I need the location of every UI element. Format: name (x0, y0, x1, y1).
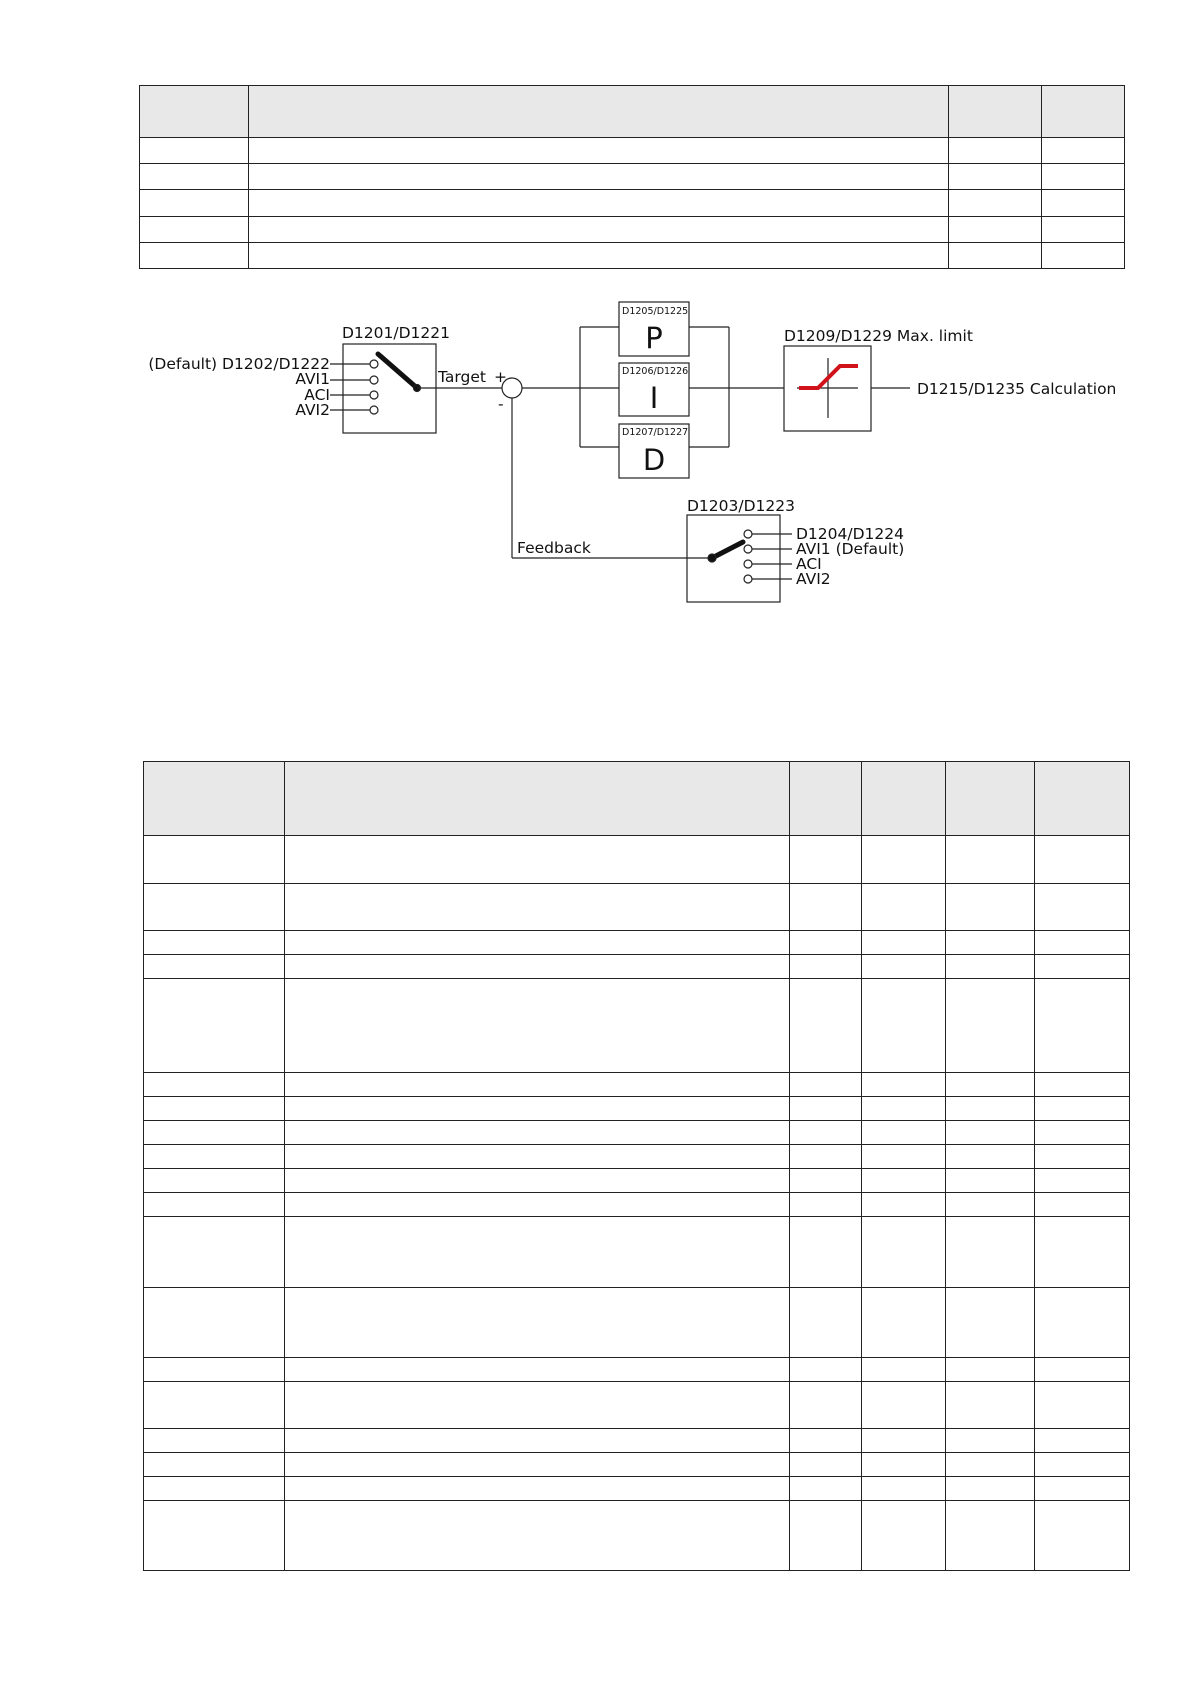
table-row (144, 1358, 1130, 1382)
table-row (144, 1429, 1130, 1453)
table-row (144, 1382, 1130, 1429)
target-input-avi2: AVI2 (295, 401, 330, 419)
table-row (144, 1501, 1130, 1571)
table-row (144, 1169, 1130, 1193)
table-row (144, 1288, 1130, 1358)
table-row (144, 1193, 1130, 1217)
table-row (144, 884, 1130, 931)
target-switch-label: D1201/D1221 (342, 324, 450, 342)
feedback-label: Feedback (517, 539, 591, 557)
table-row (144, 1217, 1130, 1288)
table-header-row (144, 762, 1130, 836)
target-input-default: (Default) D1202/D1222 (148, 355, 330, 373)
output-label: D1215/D1235 Calculation (917, 380, 1117, 398)
i-block-param: D1206/D1226 (622, 366, 689, 377)
table-row (140, 164, 1125, 190)
i-block-letter: I (649, 381, 659, 415)
table-row (144, 1073, 1130, 1097)
target-label: Target (438, 368, 486, 386)
table-row (144, 1097, 1130, 1121)
d-block-letter: D (642, 443, 666, 477)
table-row (144, 1477, 1130, 1501)
target-switch-lever (378, 354, 417, 388)
table-row (144, 955, 1130, 979)
pid-block-diagram (0, 270, 1190, 620)
target-input-avi1: AVI1 (295, 370, 330, 388)
table-header-row (140, 86, 1125, 138)
table-row (144, 836, 1130, 884)
p-block-param: D1205/D1225 (622, 306, 689, 317)
table-row (140, 217, 1125, 243)
feedback-input-avi2: AVI2 (796, 570, 831, 588)
feedback-switch-label: D1203/D1223 (687, 497, 795, 515)
feedback-switch-lever (712, 542, 743, 558)
table-row (144, 1121, 1130, 1145)
p-block-letter: P (645, 321, 663, 355)
table-row (140, 243, 1125, 269)
bottom-table (143, 761, 1130, 1571)
target-input-aci: ACI (304, 386, 330, 404)
d-block-param: D1207/D1227 (622, 427, 689, 438)
table-row (144, 979, 1130, 1073)
table-row (144, 931, 1130, 955)
table-row (144, 1145, 1130, 1169)
feedback-input-d1204: D1204/D1224 (796, 525, 904, 543)
limit-label: D1209/D1229 Max. limit (784, 327, 973, 345)
feedback-input-aci: ACI (796, 555, 822, 573)
minus-sign: - (498, 395, 504, 413)
top-table (139, 85, 1125, 269)
table-row (140, 138, 1125, 164)
table-row (140, 190, 1125, 217)
table-row (144, 1453, 1130, 1477)
feedback-input-avi1: AVI1 (Default) (796, 540, 905, 558)
plus-sign: + (494, 368, 507, 386)
